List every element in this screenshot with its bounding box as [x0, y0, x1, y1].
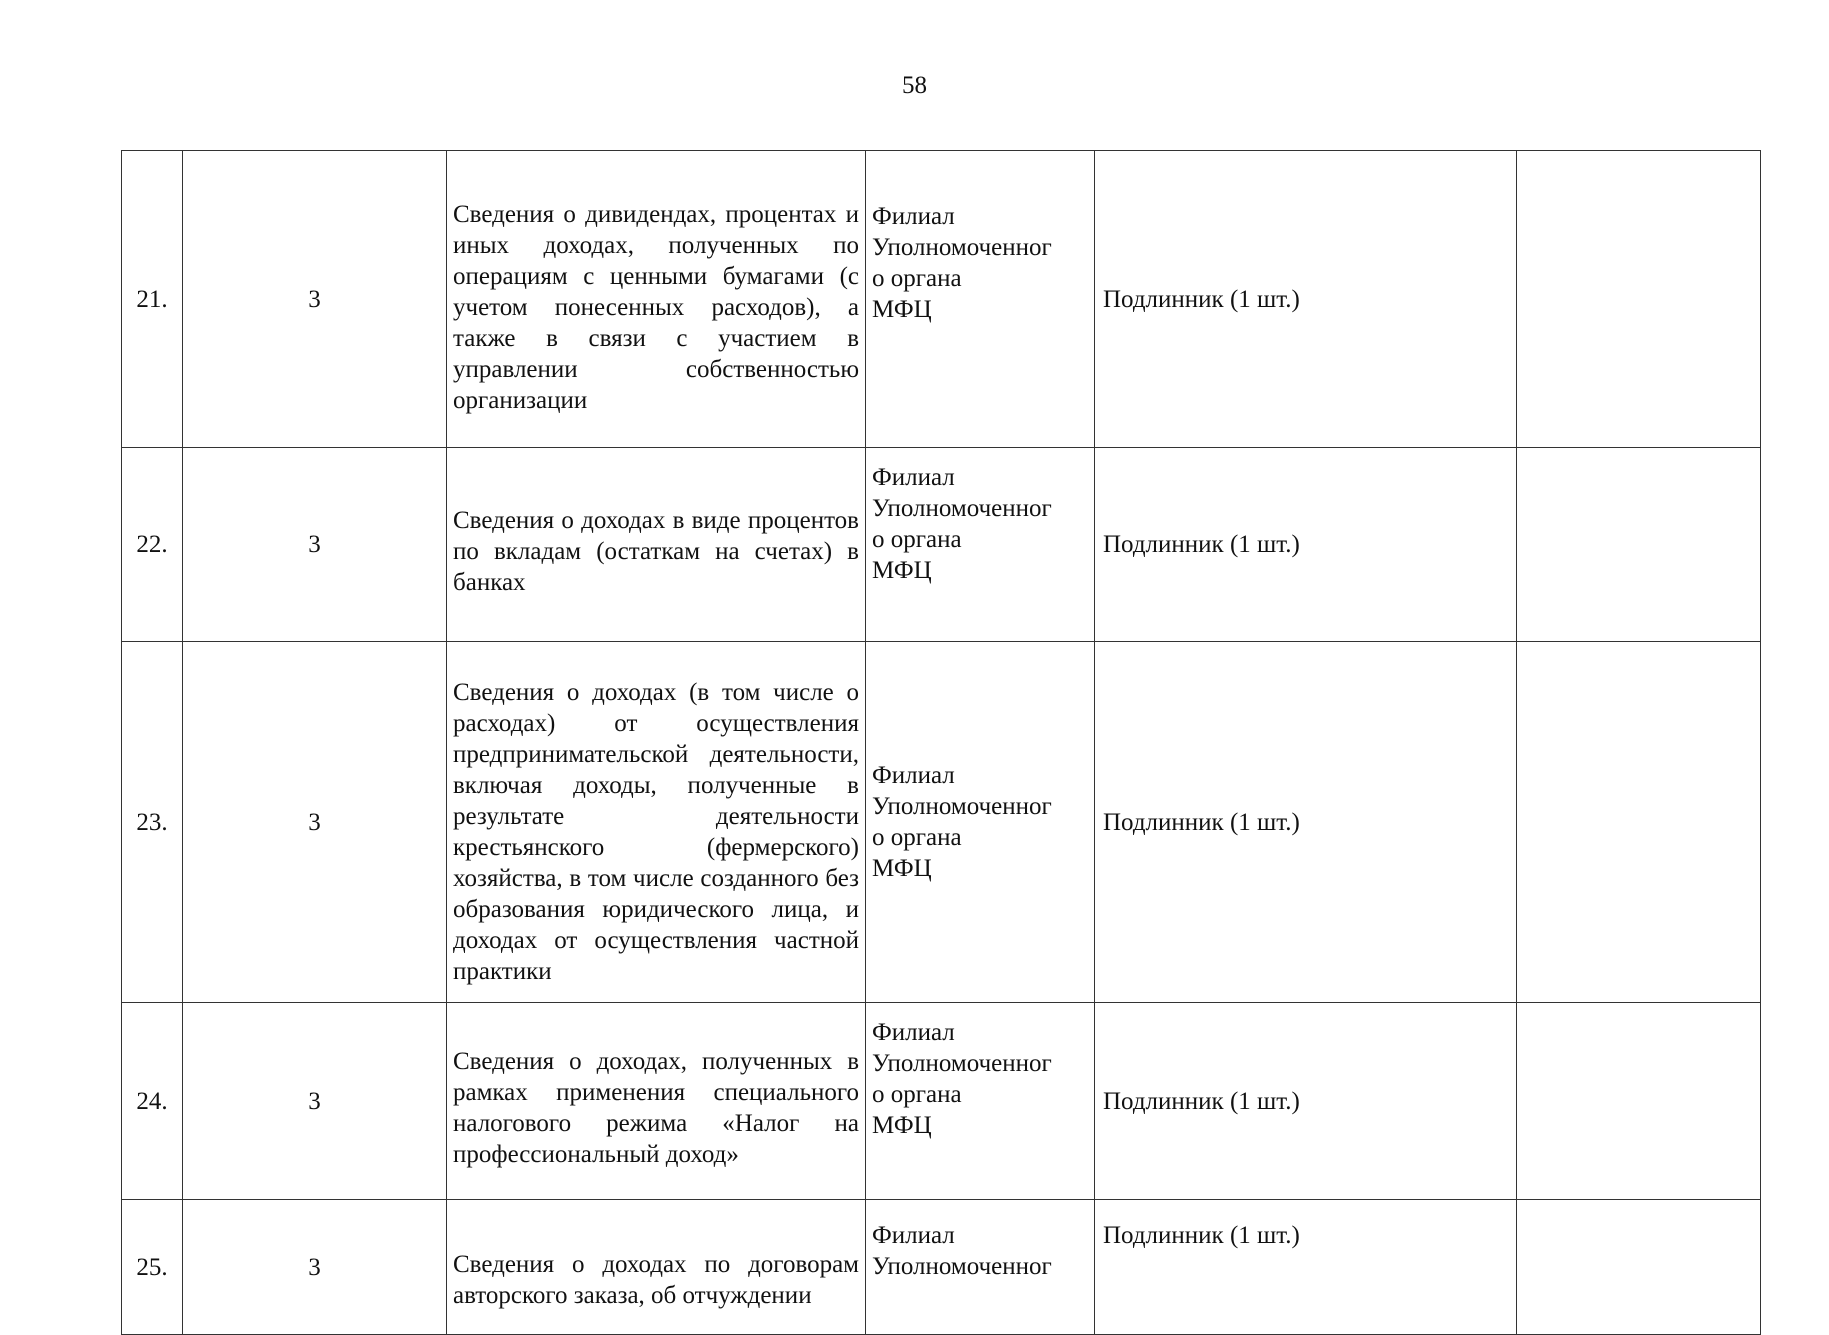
row-code: 3 — [183, 1003, 447, 1200]
table-row — [122, 151, 1761, 448]
description-text: Сведения о дивидендах, процентах и иных доходах, полученных по операциям с ценными бумагами (с учетом понесенных расходов), а также в связи с участием в управлении собственностью организации — [453, 200, 859, 414]
row-code: 3 — [183, 642, 447, 1003]
table-row — [122, 448, 1761, 642]
org-line: Уполномоченног — [872, 1050, 1052, 1077]
documents-table — [121, 150, 1761, 1335]
row-description — [447, 151, 866, 448]
row-number: 24. — [122, 1003, 183, 1200]
row-number: 23. — [122, 642, 183, 1003]
page-number: 58 — [902, 72, 927, 99]
row-document-form: Подлинник (1 шт.) — [1095, 151, 1517, 448]
row-code: 3 — [183, 1200, 447, 1335]
row-document-form: Подлинник (1 шт.) — [1095, 642, 1517, 1003]
org-line: Уполномоченног — [872, 1253, 1052, 1280]
description-text: Сведения о доходах по договорам авторского заказа, об отчуждении — [453, 1251, 859, 1309]
org-line: Уполномоченног — [872, 793, 1052, 820]
description-text: Сведения о доходах, полученных в рамках применения специального налогового режима «Налог на профессиональный доход» — [453, 1048, 859, 1168]
org-line: МФЦ — [872, 296, 932, 323]
org-line: о органа — [872, 1081, 962, 1108]
table-row — [122, 642, 1761, 1003]
row-document-form: Подлинник (1 шт.) — [1095, 1200, 1517, 1335]
org-line: Филиал — [872, 762, 955, 789]
table-row — [122, 1003, 1761, 1200]
org-line: МФЦ — [872, 855, 932, 882]
row-document-form: Подлинник (1 шт.) — [1095, 1003, 1517, 1200]
org-line: Уполномоченног — [872, 495, 1052, 522]
row-note — [1517, 1003, 1761, 1200]
row-note — [1517, 151, 1761, 448]
row-code: 3 — [183, 151, 447, 448]
row-number: 25. — [122, 1200, 183, 1335]
row-description — [447, 642, 866, 1003]
org-line: Филиал — [872, 1222, 955, 1249]
row-organization — [866, 448, 1095, 642]
row-description — [447, 1200, 866, 1335]
org-line: Филиал — [872, 203, 955, 230]
row-description — [447, 448, 866, 642]
org-line: о органа — [872, 526, 962, 553]
org-line: о органа — [872, 265, 962, 292]
row-organization — [866, 1003, 1095, 1200]
row-description — [447, 1003, 866, 1200]
row-organization — [866, 151, 1095, 448]
org-line: МФЦ — [872, 1112, 932, 1139]
row-number: 22. — [122, 448, 183, 642]
description-text: Сведения о доходах (в том числе о расходах) от осуществления предпринимательской деятельности, включая доходы, полученные в результате деятельности крестьянского (фермерского) хозяйства, в том числе созданного без образования юридического лица, и доходах от осуществления частной практики — [453, 679, 859, 985]
row-organization — [866, 642, 1095, 1003]
org-line: МФЦ — [872, 557, 932, 584]
row-note — [1517, 1200, 1761, 1335]
org-line: о органа — [872, 824, 962, 851]
row-document-form: Подлинник (1 шт.) — [1095, 448, 1517, 642]
row-code: 3 — [183, 448, 447, 642]
table-row — [122, 1200, 1761, 1335]
row-number: 21. — [122, 151, 183, 448]
org-line: Филиал — [872, 1019, 955, 1046]
org-line: Уполномоченног — [872, 234, 1052, 261]
row-organization — [866, 1200, 1095, 1335]
org-line: Филиал — [872, 464, 955, 491]
row-note — [1517, 642, 1761, 1003]
description-text: Сведения о доходах в виде процентов по вкладам (остаткам на счетах) в банках — [453, 507, 859, 596]
row-note — [1517, 448, 1761, 642]
